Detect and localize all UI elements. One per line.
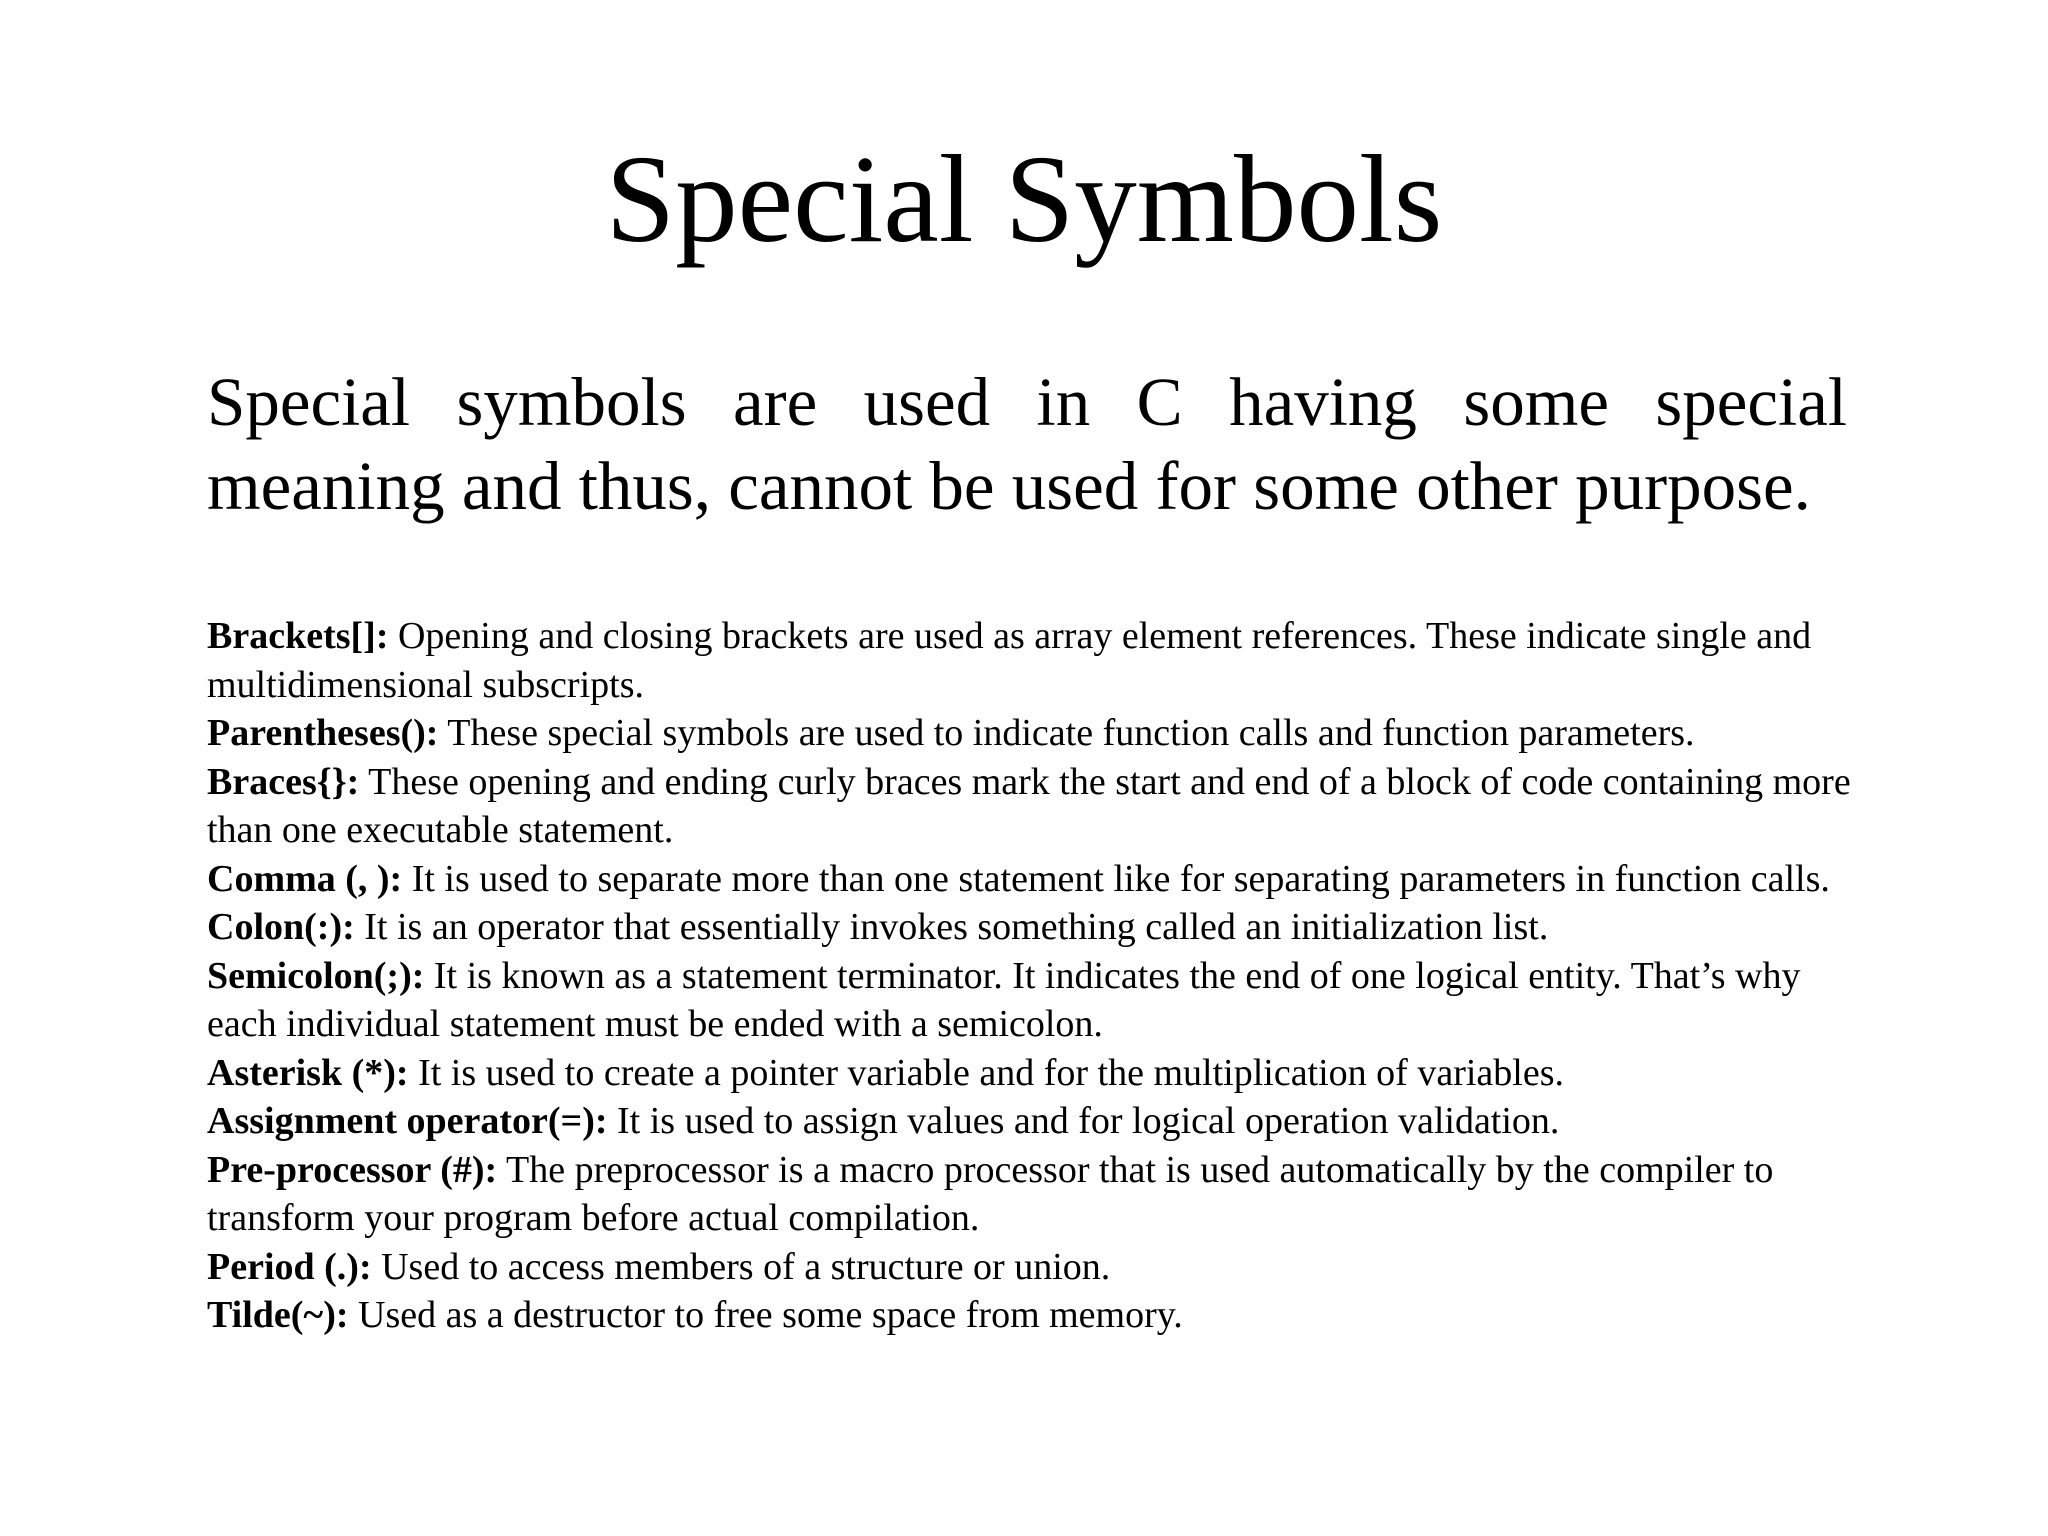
symbol-item-braces xyxy=(207,758,1852,855)
symbol-description: It is used to assign values and for logical operation validation. xyxy=(607,1100,1560,1142)
symbol-term: Comma (, ): xyxy=(207,857,403,900)
symbol-term: Period (.): xyxy=(207,1245,372,1288)
slide-title: Special Symbols xyxy=(605,131,1443,269)
symbol-description: The preprocessor is a macro processor that is used automatically by the compiler to transform your program before actual compilation. xyxy=(207,1148,1774,1239)
symbol-description: It is an operator that essentially invokes something called an initialization list. xyxy=(354,906,1549,948)
symbol-term: Braces{}: xyxy=(207,760,360,803)
symbol-term: Tilde(~): xyxy=(207,1294,349,1336)
symbol-item-period xyxy=(207,1243,1852,1292)
symbol-item-pre-processor xyxy=(207,1146,1852,1243)
symbol-item-brackets xyxy=(207,612,1852,709)
symbol-term: Asterisk (*): xyxy=(207,1051,409,1094)
symbol-item-comma xyxy=(207,855,1852,904)
symbol-item-asterisk xyxy=(207,1049,1852,1098)
symbol-description: Used as a destructor to free some space from memory. xyxy=(348,1294,1183,1336)
symbol-term: Colon(:): xyxy=(207,906,355,948)
symbol-description: These special symbols are used to indicate function calls and function parameters. xyxy=(438,712,1695,754)
intro-paragraph: Special symbols are used in C having some special meaning and thus, cannot be used for some other purpose. xyxy=(207,364,1847,524)
symbol-item-parentheses xyxy=(207,709,1852,758)
symbol-term: Brackets[]: xyxy=(207,615,389,657)
symbol-description: It is used to create a pointer variable and for the multiplication of variables. xyxy=(408,1051,1564,1094)
symbol-term: Semicolon(;): xyxy=(207,954,425,997)
symbol-item-colon xyxy=(207,903,1852,952)
symbol-description: These opening and ending curly braces mark the start and end of a block of code containing more than one executable statement. xyxy=(207,760,1851,851)
symbol-term: Assignment operator(=): xyxy=(207,1100,608,1142)
symbol-list xyxy=(207,612,1852,1340)
symbol-description: It is used to separate more than one statement like for separating parameters in function calls. xyxy=(402,857,1830,900)
symbol-description: Opening and closing brackets are used as array element references. These indicate single and multidimensional subscripts. xyxy=(207,615,1812,706)
symbol-description: Used to access members of a structure or union. xyxy=(371,1245,1111,1288)
symbol-term: Parentheses(): xyxy=(207,712,439,754)
symbol-item-tilde xyxy=(207,1291,1852,1340)
symbol-description: It is known as a statement terminator. It indicates the end of one logical entity. That’s why each individual statement must be ended with a semicolon. xyxy=(207,954,1801,1045)
symbol-item-semicolon xyxy=(207,952,1852,1049)
symbol-item-assignment-operator xyxy=(207,1097,1852,1146)
symbol-term: Pre-processor (#): xyxy=(207,1148,498,1191)
